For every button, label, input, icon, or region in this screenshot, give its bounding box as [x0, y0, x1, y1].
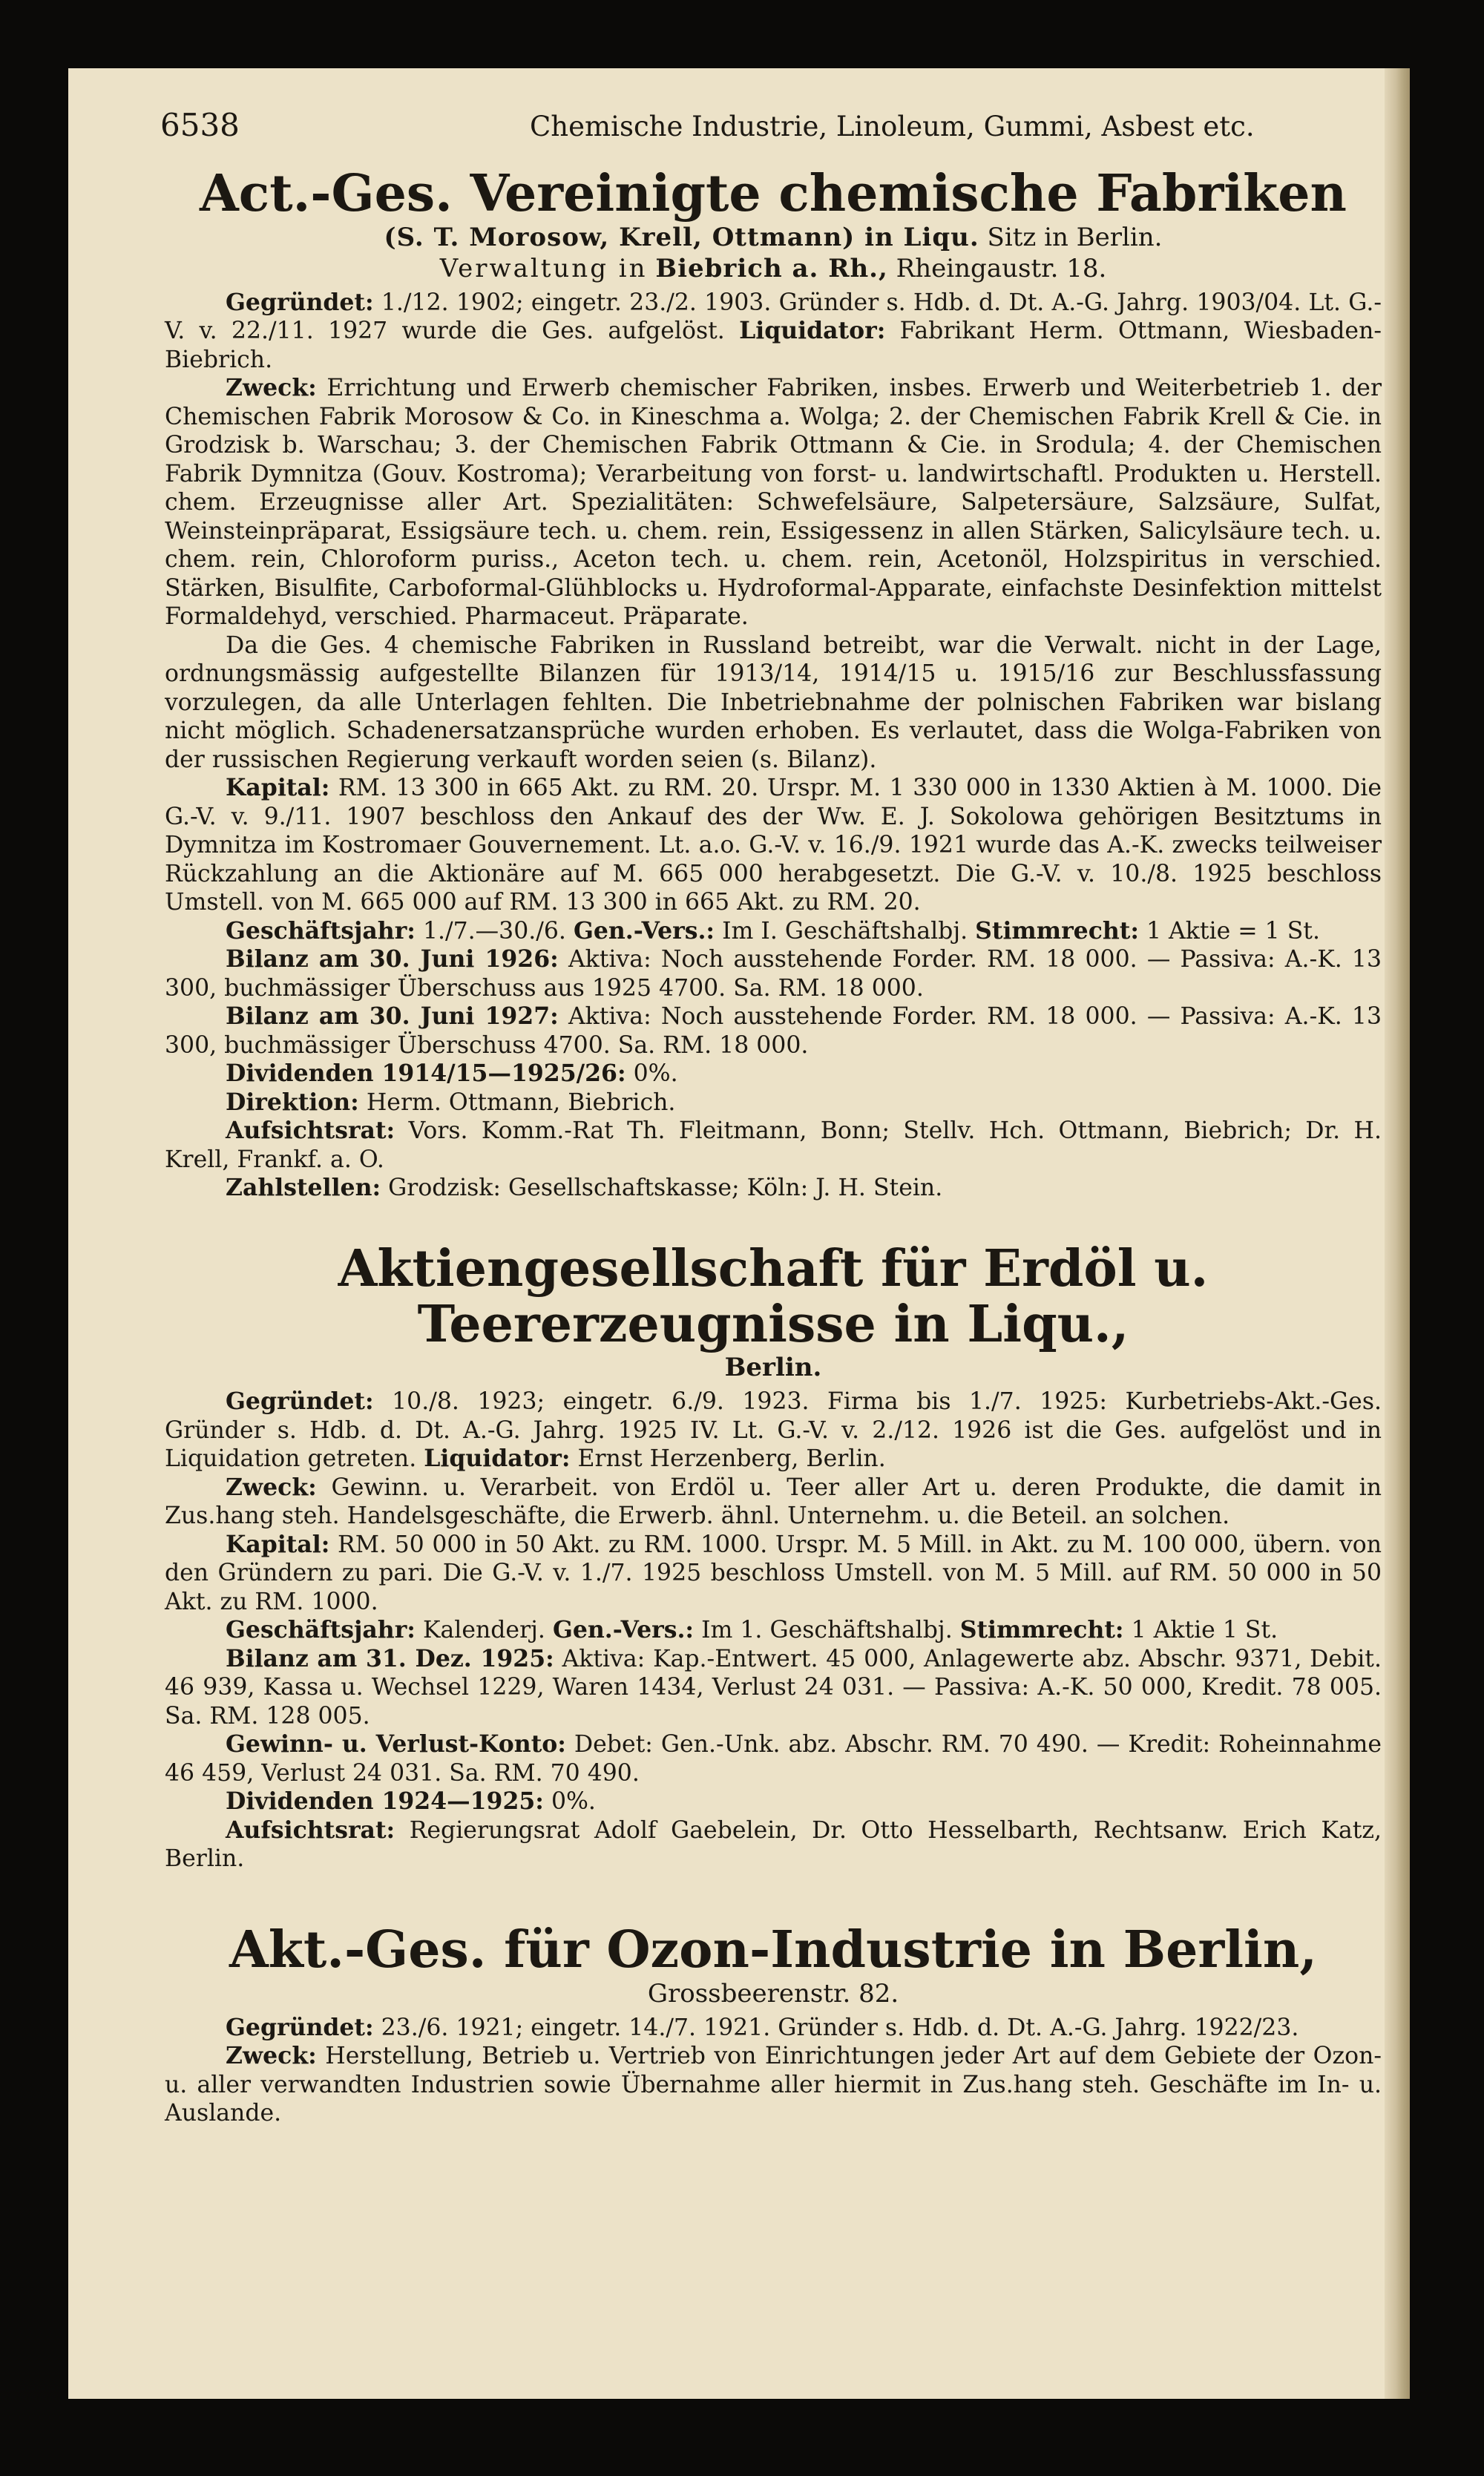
- entry-paragraph: Dividenden 1914/15—1925/26: 0%.: [226, 1060, 678, 1088]
- entry-paragraph: Gegründet: 23./6. 1921; eingetr. 14./7. 1921. Gründer s. Hdb. d. Dt. A.-G. Jahrg. 1922/23.: [226, 2013, 1299, 2041]
- page-content: [160, 91, 1382, 2128]
- entry-paragraph: Gegründet: 10./8. 1923; eingetr. 6./9. 1923. Firma bis 1./7. 1925: Kurbetriebs-Akt.-Ges. Gründer s. Hdb. d. Dt. A.-G. Jahrg. 1925 IV. Lt. G.-V. v. 2./12. 1926 ist die Ges. aufgelöst und in Liquidation getreten. Liquidator: Ernst Herzenberg, Berlin.: [165, 1388, 1382, 1473]
- entry-paragraph: Kapital: RM. 50 000 in 50 Akt. zu RM. 1000. Urspr. M. 5 Mill. in Akt. zu M. 100 000, übern. von den Gründern zu pari. Die G.-V. v. 1./7. 1925 beschloss Umstell. von M. 5 Mill. auf RM. 50 000 in 50 Akt. zu RM. 1000.: [165, 1530, 1382, 1615]
- running-title: Chemische Industrie, Linoleum, Gummi, Asbest etc.: [530, 111, 1255, 142]
- entry-paragraph: Zweck: Gewinn. u. Verarbeit. von Erdöl u. Teer aller Art u. deren Produkte, die damit in Zus.hang steh. Handelsgeschäfte, die Erwerb. ähnl. Unternehm. u. die Beteil. an solchen.: [165, 1473, 1382, 1530]
- company-address: Grossbeerenstr. 82.: [647, 1978, 899, 2009]
- company-administration: [165, 253, 1382, 284]
- company-title: Aktiengesellschaft für Erdöl u. Teererzeugnisse in Liqu.,: [338, 1238, 1209, 1354]
- company-entry: [165, 166, 1382, 1203]
- page-number: 6538: [160, 107, 240, 143]
- entry-paragraph: Kapital: RM. 13 300 in 665 Akt. zu RM. 20. Urspr. M. 1 330 000 in 1330 Aktien à M. 1000. Die G.-V. v. 9./11. 1907 beschloss den Ankauf des der Ww. E. J. Sokolowa gehörigen Besitztums in Dymnitza im Kostromaer Gouvernement. Lt. a.o. G.-V. v. 16./9. 1921 wurde das A.-K. zwecks teilweiser Rückzahlung an die Aktionäre auf M. 665 000 herabgesetzt. Die G.-V. v. 10./8. 1925 beschloss Umstell. von M. 665 000 auf RM. 13 300 in 665 Akt. zu RM. 20.: [165, 774, 1382, 916]
- company-title: Act.-Ges. Vereinigte chemische Fabriken: [200, 164, 1347, 223]
- entry-paragraph: Da die Ges. 4 chemische Fabriken in Russland betreibt, war die Verwalt. nicht in der Lage, ordnungsmässig aufgestellte Bilanzen für 1913/14, 1914/15 u. 1915/16 zur Beschlussfassung vorzulegen, da alle Unterlagen fehlten. Die Inbetriebnahme der polnischen Fabriken war bislang nicht möglich. Schadenersatzansprüche wurden erhoben. Es verlautet, dass die Wolga-Fabriken von der russischen Regierung verkauft worden seien (s. Bilanz).: [165, 631, 1382, 773]
- company-seat: Sitz in Berlin.: [987, 222, 1163, 252]
- entry-paragraph: Bilanz am 31. Dez. 1925: Aktiva: Kap.-Entwert. 45 000, Anlagewerte abz. Abschr. 9371, Debit. 46 939, Kassa u. Wechsel 1229, Waren 1434, Verlust 24 031. — Passiva: A.-K. 50 000, Kredit. 78 005. Sa. RM. 128 005.: [165, 1644, 1382, 1730]
- company-names: (S. T. Morosow, Krell, Ottmann) in Liqu.: [384, 222, 979, 252]
- entry-paragraph: Dividenden 1924—1925: 0%.: [226, 1787, 596, 1816]
- entry-paragraph: Zweck: Herstellung, Betrieb u. Vertrieb von Einrichtungen jeder Art auf dem Gebiete der Ozon- u. aller verwandten Industrien sowie Übernahme aller hiermit in Zus.hang steh. Geschäfte im In- u. Auslande.: [165, 2042, 1382, 2127]
- entry-paragraph: Gegründet: 1./12. 1902; eingetr. 23./2. 1903. Gründer s. Hdb. d. Dt. A.-G. Jahrg. 1903/04. Lt. G.-V. v. 22./11. 1927 wurde die Ges. aufgelöst. Liquidator: Fabrikant Herm. Ottmann, Wiesbaden-Biebrich.: [165, 288, 1382, 373]
- administration-label: Verwaltung in: [439, 253, 648, 283]
- page-edge: [1385, 68, 1410, 2399]
- entry-paragraph: Geschäftsjahr: 1./7.—30./6. Gen.-Vers.: Im I. Geschäftshalbj. Stimmrecht: 1 Aktie = 1 St.: [226, 916, 1320, 945]
- company-title: Akt.-Ges. für Ozon-Industrie in Berlin,: [229, 1920, 1318, 1980]
- entry-paragraph: Direktion: Herm. Ottmann, Biebrich.: [226, 1088, 676, 1116]
- entry-paragraph: Aufsichtsrat: Regierungsrat Adolf Gaebelein, Dr. Otto Hesselbarth, Rechtsanw. Erich Katz, Berlin.: [165, 1816, 1382, 1873]
- page: [68, 68, 1410, 2399]
- company-place: Berlin.: [724, 1353, 822, 1383]
- entry-paragraph: Bilanz am 30. Juni 1927: Aktiva: Noch ausstehende Forder. RM. 18 000. — Passiva: A.-K. 13 300, buchmässiger Überschuss 4700. Sa. RM. 18 000.: [165, 1002, 1382, 1059]
- administration-street: Rheingaustr. 18.: [896, 253, 1107, 283]
- company-entry: [165, 1238, 1382, 1874]
- entry-paragraph: Zweck: Errichtung und Erwerb chemischer Fabriken, insbes. Erwerb und Weiterbetrieb 1. der Chemischen Fabrik Morosow & Co. in Kineschma a. Wolga; 2. der Chemischen Fabrik Krell & Cie. in Grodzisk b. Warschau; 3. der Chemischen Fabrik Ottmann & Cie. in Srodula; 4. der Chemischen Fabrik Dymnitza (Gouv. Kostroma); Verarbeitung von forst- u. landwirtschaftl. Produkten u. Herstell. chem. Erzeugnisse aller Art. Spezialitäten: Schwefelsäure, Salpetersäure, Salzsäure, Sulfat, Weinsteinpräparat, Essigsäure tech. u. chem. rein, Essigessenz in allen Stärken, Salicylsäure tech. u. chem. rein, Chloroform puriss., Aceton tech. u. chem. rein, Acetonöl, Holzspiritus in verschied. Stärken, Bisulfite, Carboformal-Glühblocks u. Hydroformal-Apparate, einfachste Desinfektion mittelst Formaldehyd, verschied. Pharmaceut. Präparate.: [165, 374, 1382, 631]
- entry-paragraph: Geschäftsjahr: Kalenderj. Gen.-Vers.: Im 1. Geschäftshalbj. Stimmrecht: 1 Aktie 1 St.: [226, 1616, 1278, 1644]
- entry-paragraph: Aufsichtsrat: Vors. Komm.-Rat Th. Fleitmann, Bonn; Stellv. Hch. Ottmann, Biebrich; Dr. H. Krell, Frankf. a. O.: [165, 1117, 1382, 1173]
- administration-place: Biebrich a. Rh.,: [655, 253, 888, 283]
- entry-paragraph: Zahlstellen: Grodzisk: Gesellschaftskasse; Köln: J. H. Stein.: [226, 1174, 943, 1202]
- entry-paragraph: Bilanz am 30. Juni 1926: Aktiva: Noch ausstehende Forder. RM. 18 000. — Passiva: A.-K. 13 300, buchmässiger Überschuss aus 1925 4700. Sa. RM. 18 000.: [165, 945, 1382, 1002]
- entry-paragraph: Gewinn- u. Verlust-Konto: Debet: Gen.-Unk. abz. Abschr. RM. 70 490. — Kredit: Roheinnahme 46 459, Verlust 24 031. Sa. RM. 70 490.: [165, 1730, 1382, 1787]
- running-header: [160, 91, 1382, 150]
- company-entry: [165, 1922, 1382, 2128]
- company-subtitle: [165, 222, 1382, 253]
